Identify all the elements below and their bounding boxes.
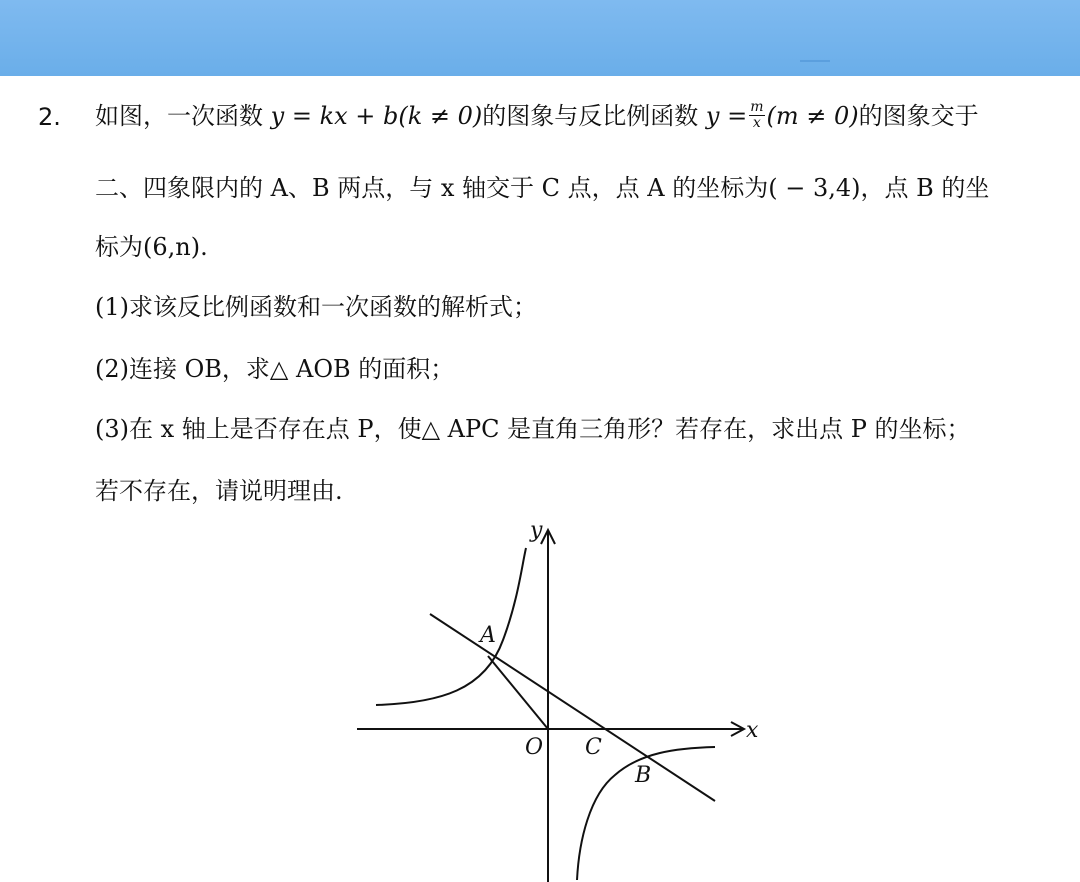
- linear-function-line: [430, 614, 715, 801]
- line1-text-c: 的图象交于: [858, 102, 979, 130]
- origin-label: O: [525, 735, 544, 760]
- question-3-continued: 若不存在，请说明理由.: [95, 477, 343, 505]
- y-axis-label: y: [530, 518, 543, 543]
- question-3: (3)在 x 轴上是否存在点 P，使△ APC 是直角三角形？若存在，求出点 P 的坐标；: [95, 415, 971, 443]
- fraction-numerator: m: [750, 99, 764, 115]
- question-1: (1)求该反比例函数和一次函数的解析式；: [95, 293, 537, 321]
- inverse-equation-lhs: y =: [705, 102, 748, 130]
- inverse-equation-condition: (m ≠ 0): [766, 102, 859, 130]
- problem-line-3: 标为(6,n).: [95, 233, 208, 261]
- line1-text-a: 如图，一次函数: [95, 102, 271, 130]
- point-c-label: C: [585, 735, 602, 760]
- point-a-label: A: [480, 623, 496, 648]
- x-axis-label: x: [746, 718, 759, 743]
- problem-number: 2.: [38, 103, 61, 131]
- point-b-label: B: [635, 763, 652, 788]
- segment-oa: [488, 656, 548, 729]
- problem-line-2: 二、四象限内的 A、B 两点，与 x 轴交于 C 点，点 A 的坐标为( − 3,4)，点 B 的坐: [95, 174, 990, 202]
- linear-function-equation: y = kx + b(k ≠ 0): [270, 102, 483, 130]
- line1-text-b: 的图象与反比例函数: [482, 102, 706, 130]
- hyperbola-branch-quadrant-2: [376, 548, 526, 705]
- question-2: (2)连接 OB，求△ AOB 的面积；: [95, 355, 455, 383]
- fraction-denominator: x: [752, 115, 761, 131]
